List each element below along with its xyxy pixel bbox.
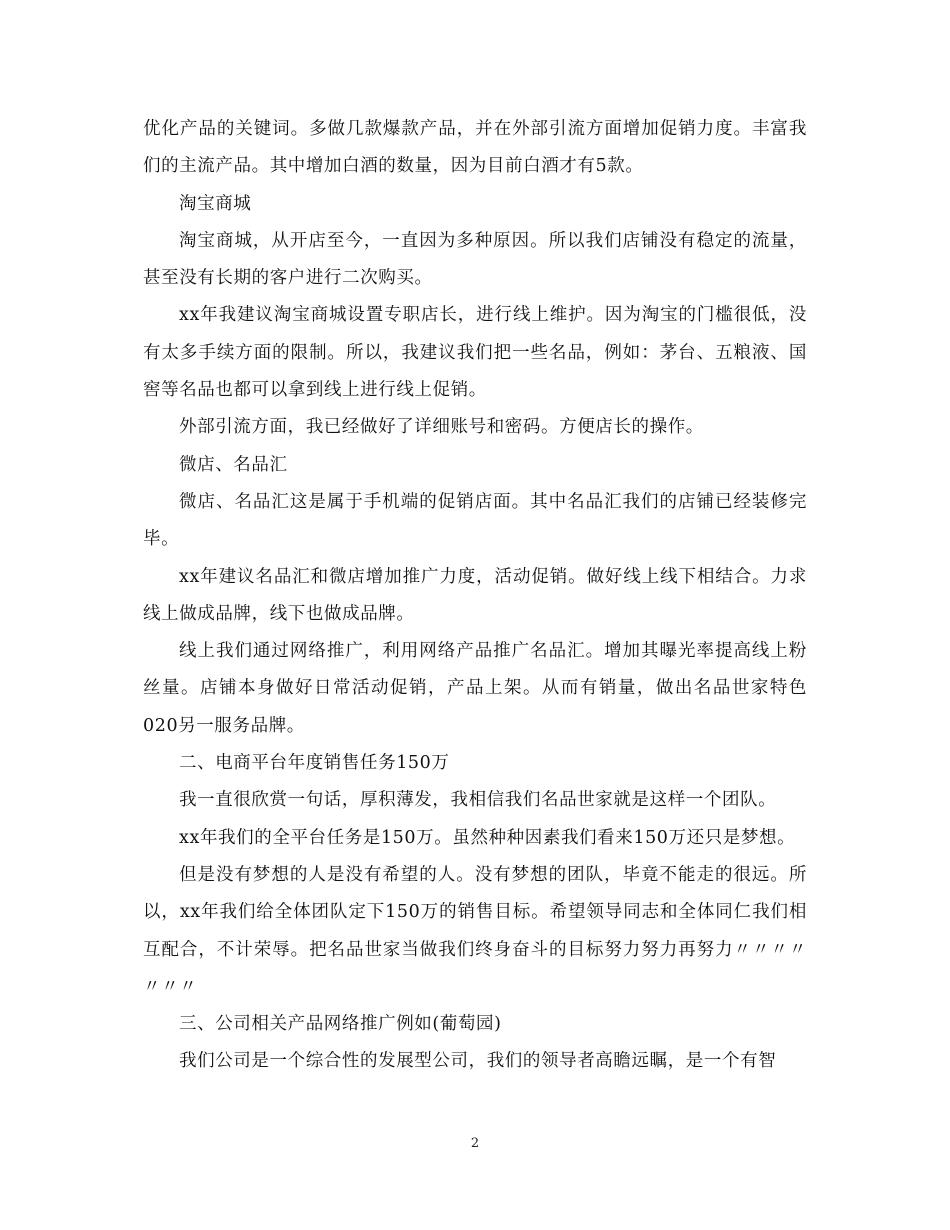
page-number: 2: [470, 1136, 480, 1151]
paragraph-5: 外部引流方面，我已经做好了详细账号和密码。方便店长的操作。: [179, 417, 704, 438]
paragraph-12: xx年我们的全平台任务是150万。虽然种种因素我们看来150万还只是梦想。: [179, 827, 796, 848]
section-heading-sales-target: 二、电商平台年度销售任务150万: [179, 753, 450, 774]
section-heading-promotion: 三、公司相关产品网络推广例如(葡萄园): [179, 1014, 502, 1035]
paragraph-9: 线上我们通过网络推广，利用网络产品推广名品汇。增加其曝光率提高线上粉丝量。店铺本身做好日常活动促销，产品上架。从而有销量，做出名品世家特色020另一服务品牌。: [143, 641, 807, 736]
paragraph-7: 微店、名品汇这是属于手机端的促销店面。其中名品汇我们的店铺已经装修完毕。: [143, 491, 807, 550]
paragraph-3: 淘宝商城，从开店至今，一直因为多种原因。所以我们店铺没有稳定的流量，甚至没有长期的客户进行二次购买。: [143, 230, 807, 289]
document-body: [143, 111, 807, 1081]
paragraph-8: xx年建议名品汇和微店增加推广力度，活动促销。做好线上线下相结合。力求线上做成品牌，线下也做成品牌。: [143, 566, 807, 624]
section-heading-taobao-mall: 淘宝商城: [179, 193, 252, 214]
paragraph-13: 但是没有梦想的人是没有希望的人。没有梦想的团队，毕竟不能走的很远。所以，xx年我们给全体团队定下150万的销售目标。希望领导同志和全体同仁我们相互配合，不计荣辱。把名品世家当做我们终身奋斗的目标努力努力再努力〃〃〃〃〃〃〃: [143, 864, 807, 997]
paragraph-15: 我们公司是一个综合性的发展型公司，我们的领导者高瞻远瞩，是一个有智: [179, 1051, 777, 1072]
paragraph-11: 我一直很欣赏一句话，厚积薄发，我相信我们名品世家就是这样一个团队。: [179, 790, 777, 811]
paragraph-1: 优化产品的关键词。多做几款爆款产品，并在外部引流方面增加促销力度。丰富我们的主流产品。其中增加白酒的数量，因为目前白酒才有5款。: [143, 119, 807, 177]
paragraph-4: xx年我建议淘宝商城设置专职店长，进行线上维护。因为淘宝的门槛很低，没有太多手续方面的限制。所以，我建议我们把一些名品，例如：茅台、五粮液、国窖等名品也都可以拿到线上进行线上促销。: [143, 305, 807, 401]
section-heading-weidian: 微店、名品汇: [179, 454, 288, 475]
